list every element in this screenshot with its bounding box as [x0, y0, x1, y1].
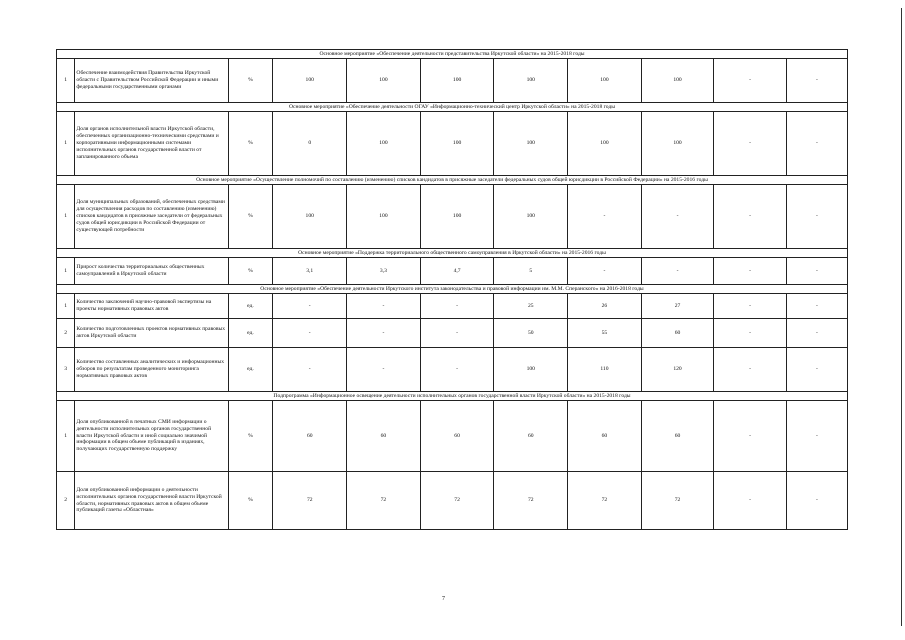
value-cell: -	[786, 401, 847, 472]
value-cell: 3,1	[273, 258, 347, 285]
unit-cell: %	[228, 258, 273, 285]
unit-cell: ед.	[228, 294, 273, 319]
value-cell: 60	[420, 401, 494, 472]
value-cell: 25	[494, 294, 568, 319]
value-cell: 100	[273, 185, 347, 249]
indicator-name: Доля муниципальных образований, обеспеченных средствами для осуществления расходов по составлению (изменению) списков кандидатов в присяжные заседатели от федеральных судов общей юрисдикции в Российской Федерации от существующей потребности	[75, 185, 228, 249]
indicator-name: Количество составленных аналитических и информационных обзоров по результатам проведенного мониторинга нормативных правовых актов	[75, 348, 228, 392]
value-cell: -	[786, 294, 847, 319]
value-cell: 100	[494, 348, 568, 392]
value-cell: 110	[568, 348, 642, 392]
table-row	[57, 294, 848, 319]
table-row	[57, 59, 848, 103]
value-cell: 100	[347, 112, 421, 176]
value-cell: 100	[568, 112, 642, 176]
section-header: Основное мероприятие «Осуществление полномочий по составлению (изменению) списков кандидатов в присяжные заседатели федеральных судов общей юрисдикции в Российской Федерации» на 2015-2016 годы	[57, 176, 848, 185]
indicator-name: Количество заключений научно-правовой экспертизы на проекты нормативных правовых актов	[75, 294, 228, 319]
value-cell: -	[714, 258, 787, 285]
value-cell: 55	[568, 319, 642, 348]
value-cell: -	[786, 319, 847, 348]
row-number: 3	[57, 348, 75, 392]
value-cell: -	[786, 348, 847, 392]
section-header: Основное мероприятие «Обеспечение деятельности представительства Иркутской области» на 2015-2018 годы	[57, 50, 848, 59]
value-cell: 3,3	[347, 258, 421, 285]
value-cell: 0	[273, 112, 347, 176]
value-cell: 60	[568, 401, 642, 472]
table-row	[57, 258, 848, 285]
value-cell: -	[568, 258, 642, 285]
unit-cell: ед.	[228, 319, 273, 348]
value-cell: 100	[420, 185, 494, 249]
value-cell: -	[641, 258, 714, 285]
indicator-name: Доля опубликованной информации о деятельности исполнительных органов государственной власти Иркутской области, нормативных правовых актов в общем объеме публикаций газеты «Областная»	[75, 472, 228, 530]
value-cell: 100	[494, 185, 568, 249]
value-cell: -	[641, 185, 714, 249]
value-cell: -	[273, 348, 347, 392]
table-row	[57, 112, 848, 176]
value-cell: -	[347, 294, 421, 319]
section-header: Основное мероприятие «Обеспечение деятельности ОГАУ «Информационно-технический центр Иркутской области» на 2015-2018 годы	[57, 103, 848, 112]
table-row	[57, 401, 848, 472]
value-cell: 60	[347, 401, 421, 472]
value-cell: 72	[347, 472, 421, 530]
value-cell: 27	[641, 294, 714, 319]
value-cell: 26	[568, 294, 642, 319]
value-cell: 100	[420, 59, 494, 103]
value-cell: -	[420, 348, 494, 392]
unit-cell: %	[228, 472, 273, 530]
value-cell: -	[714, 401, 787, 472]
value-cell: 4,7	[420, 258, 494, 285]
row-number: 1	[57, 59, 75, 103]
section-header-row	[57, 50, 848, 59]
value-cell: 72	[641, 472, 714, 530]
value-cell: 100	[347, 185, 421, 249]
value-cell: -	[347, 319, 421, 348]
value-cell: -	[714, 185, 787, 249]
row-number: 1	[57, 401, 75, 472]
table-row	[57, 185, 848, 249]
value-cell: -	[714, 294, 787, 319]
value-cell: 100	[347, 59, 421, 103]
row-number: 2	[57, 472, 75, 530]
page-number: 7	[442, 596, 445, 602]
unit-cell: ед.	[228, 348, 273, 392]
value-cell: -	[786, 112, 847, 176]
value-cell: -	[347, 348, 421, 392]
section-header-row	[57, 285, 848, 294]
table-row	[57, 319, 848, 348]
indicator-name: Обеспечение взаимодействия Правительства Иркутской области с Правительством Российской Федерации и иными федеральными государственными органами	[75, 59, 228, 103]
unit-cell: %	[228, 185, 273, 249]
value-cell: 120	[641, 348, 714, 392]
value-cell: 72	[568, 472, 642, 530]
value-cell: -	[714, 319, 787, 348]
value-cell: 100	[494, 112, 568, 176]
table-row	[57, 348, 848, 392]
value-cell: -	[273, 294, 347, 319]
value-cell: 60	[641, 401, 714, 472]
value-cell: -	[420, 319, 494, 348]
value-cell: 60	[273, 401, 347, 472]
row-number: 2	[57, 319, 75, 348]
value-cell: -	[786, 258, 847, 285]
indicator-name: Доля органов исполнительной власти Иркутской области, обеспеченных организационно-техническими средствами и корпоративными информационными системами исполнительных органов государственной власти от запланированного объема	[75, 112, 228, 176]
value-cell: 100	[641, 112, 714, 176]
row-number: 1	[57, 112, 75, 176]
row-number: 1	[57, 294, 75, 319]
value-cell: -	[568, 185, 642, 249]
value-cell: -	[786, 472, 847, 530]
section-header-row	[57, 176, 848, 185]
value-cell: 72	[494, 472, 568, 530]
value-cell: -	[714, 112, 787, 176]
value-cell: -	[420, 294, 494, 319]
section-header-row	[57, 103, 848, 112]
value-cell: 100	[494, 59, 568, 103]
value-cell: -	[786, 59, 847, 103]
scan-edge-line	[901, 8, 902, 626]
unit-cell: %	[228, 59, 273, 103]
table-row	[57, 472, 848, 530]
section-header: Подпрограмма «Информационное освещение деятельности исполнительных органов государственной власти Иркутской области» на 2015-2018 годы	[57, 392, 848, 401]
value-cell: -	[273, 319, 347, 348]
section-header: Основное мероприятие «Обеспечение деятельности Иркутского института законодательства и правовой информации им. М.М. Сперанского» на 2016-2018 годы	[57, 285, 848, 294]
value-cell: 50	[494, 319, 568, 348]
indicator-name: Прирост количества территориальных общественных самоуправлений в Иркутской области	[75, 258, 228, 285]
value-cell: 60	[494, 401, 568, 472]
value-cell: -	[714, 472, 787, 530]
value-cell: 72	[273, 472, 347, 530]
value-cell: 60	[641, 319, 714, 348]
row-number: 1	[57, 258, 75, 285]
indicator-name: Доля опубликованной в печатных СМИ информации о деятельности исполнительных органов государственной власти Иркутской области и иной социально значимой информации в общем объеме публикаций в изданиях, получающих государственную поддержку	[75, 401, 228, 472]
section-header: Основное мероприятие «Поддержка территориального общественного самоуправления в Иркутской области» на 2015-2016 годы	[57, 249, 848, 258]
value-cell: 72	[420, 472, 494, 530]
value-cell: 100	[641, 59, 714, 103]
value-cell: 100	[273, 59, 347, 103]
value-cell: 100	[420, 112, 494, 176]
row-number: 1	[57, 185, 75, 249]
value-cell: -	[714, 59, 787, 103]
value-cell: -	[714, 348, 787, 392]
indicator-table	[56, 49, 848, 530]
value-cell: -	[786, 185, 847, 249]
indicator-name: Количество подготовленных проектов нормативных правовых актов Иркутской области	[75, 319, 228, 348]
unit-cell: %	[228, 401, 273, 472]
value-cell: 100	[568, 59, 642, 103]
value-cell: 5	[494, 258, 568, 285]
section-header-row	[57, 249, 848, 258]
section-header-row	[57, 392, 848, 401]
unit-cell: %	[228, 112, 273, 176]
